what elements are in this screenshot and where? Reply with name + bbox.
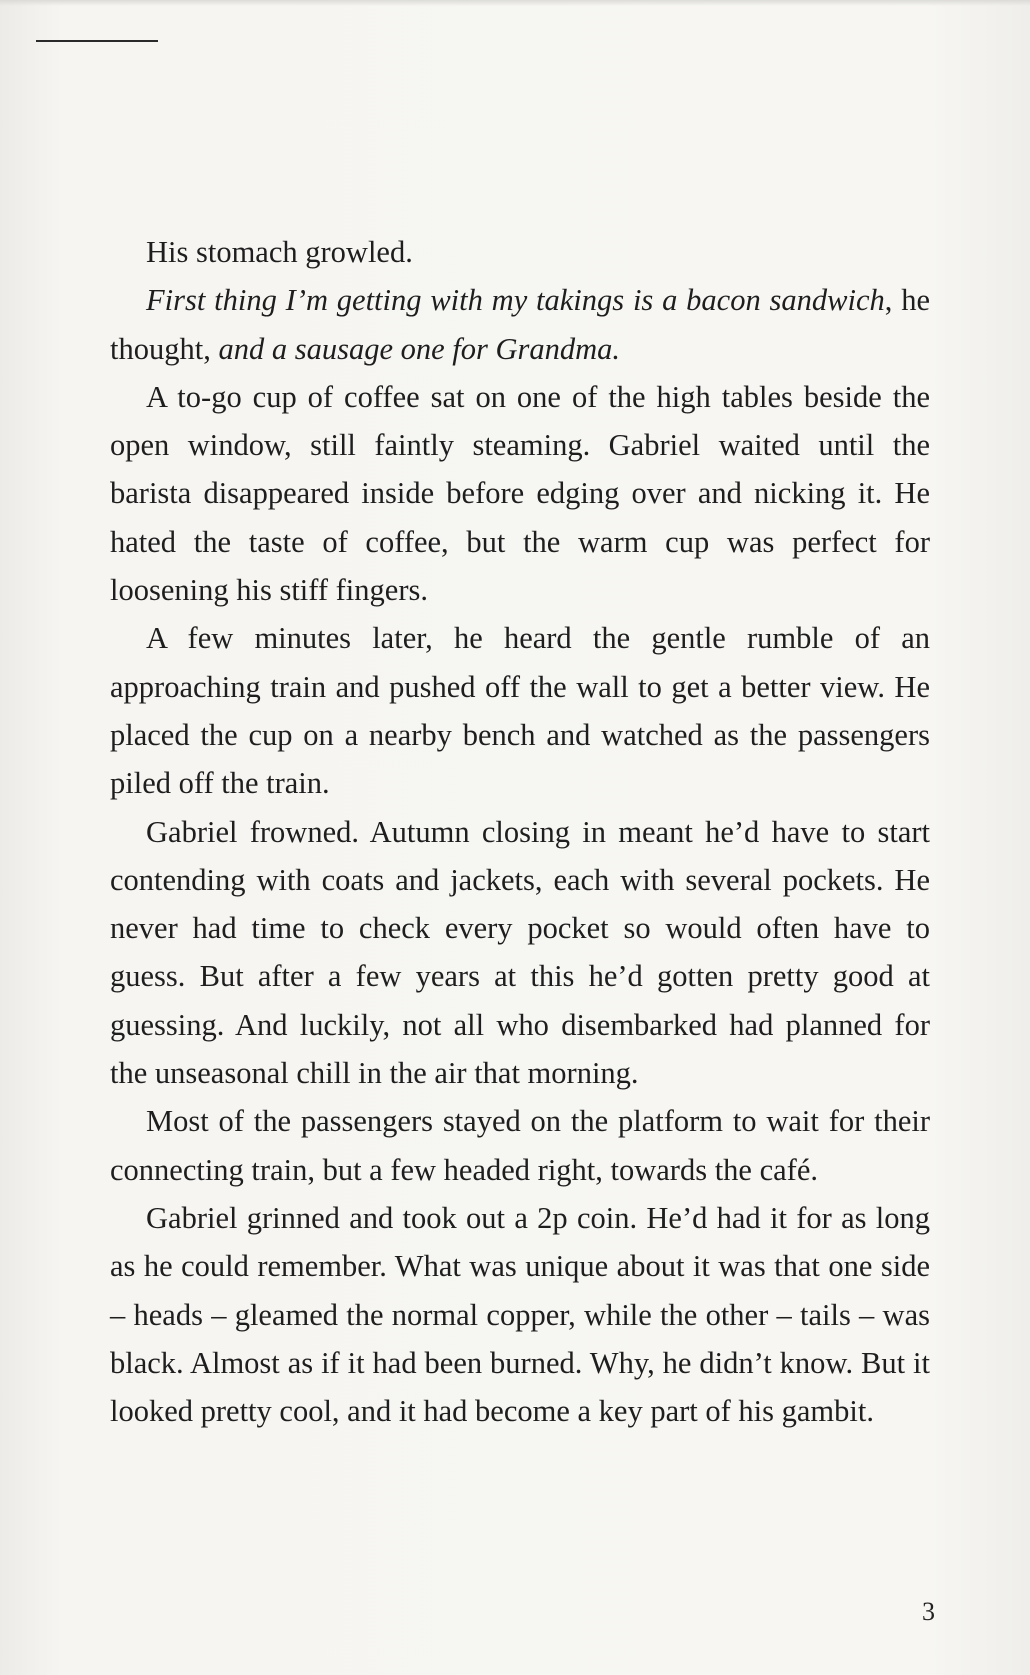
paragraph-6 xyxy=(110,1097,930,1194)
text-run: A few minutes later, he heard the gentle rumble of an approaching train and pushed off the wall to get a better view. He placed the cup on a nearby bench and watched as the passengers piled off the train. xyxy=(110,621,930,801)
text-run: Gabriel grinned and took out a 2p coin. He’d had it for as long as he could remember. What was unique about it was that one side – heads – gleamed the normal copper, while the other – tails – was black. Almost as if it had been burned. Why, he didn’t know. But it looked pretty cool, and it had become a key part of his gambit. xyxy=(110,1200,930,1429)
text-run: A to-go cup of coffee sat on one of the high tables beside the open window, still faintly steaming. Gabriel waited until the barista disappeared inside before edging over and nicking it. He hated the taste of coffee, but the warm cup was perfect for loosening his stiff fingers. xyxy=(110,379,930,608)
paragraph-1 xyxy=(110,228,930,276)
text-run-italic: and a sausage one for Grandma. xyxy=(218,331,621,366)
text-run: His stomach growled. xyxy=(146,235,413,269)
page-top-edge xyxy=(0,0,1030,6)
paragraph-4 xyxy=(110,614,930,807)
text-run: , he thought, xyxy=(110,283,930,366)
header-rule xyxy=(36,40,158,42)
text-run: Gabriel frowned. Autumn closing in meant he’d have to start contending with coats and jackets, each with several pockets. He never had time to check every pocket so would often have to guess. But after a few years at this he’d gotten pretty good at guessing. And luckily, not all who disembarked had planned for the unseasonal chill in the air that morning. xyxy=(110,814,930,1091)
text-run-italic: First thing I’m getting with my takings is a bacon sandwich xyxy=(146,283,885,318)
paragraph-7 xyxy=(110,1194,930,1435)
page-number: 3 xyxy=(922,1597,935,1626)
body-text xyxy=(110,228,930,1435)
paragraph-3 xyxy=(110,373,930,614)
paragraph-5 xyxy=(110,808,930,1098)
paragraph-2 xyxy=(110,276,930,373)
text-run: Most of the passengers stayed on the platform to wait for their connecting train, but a few headed right, towards the café. xyxy=(110,1104,930,1187)
